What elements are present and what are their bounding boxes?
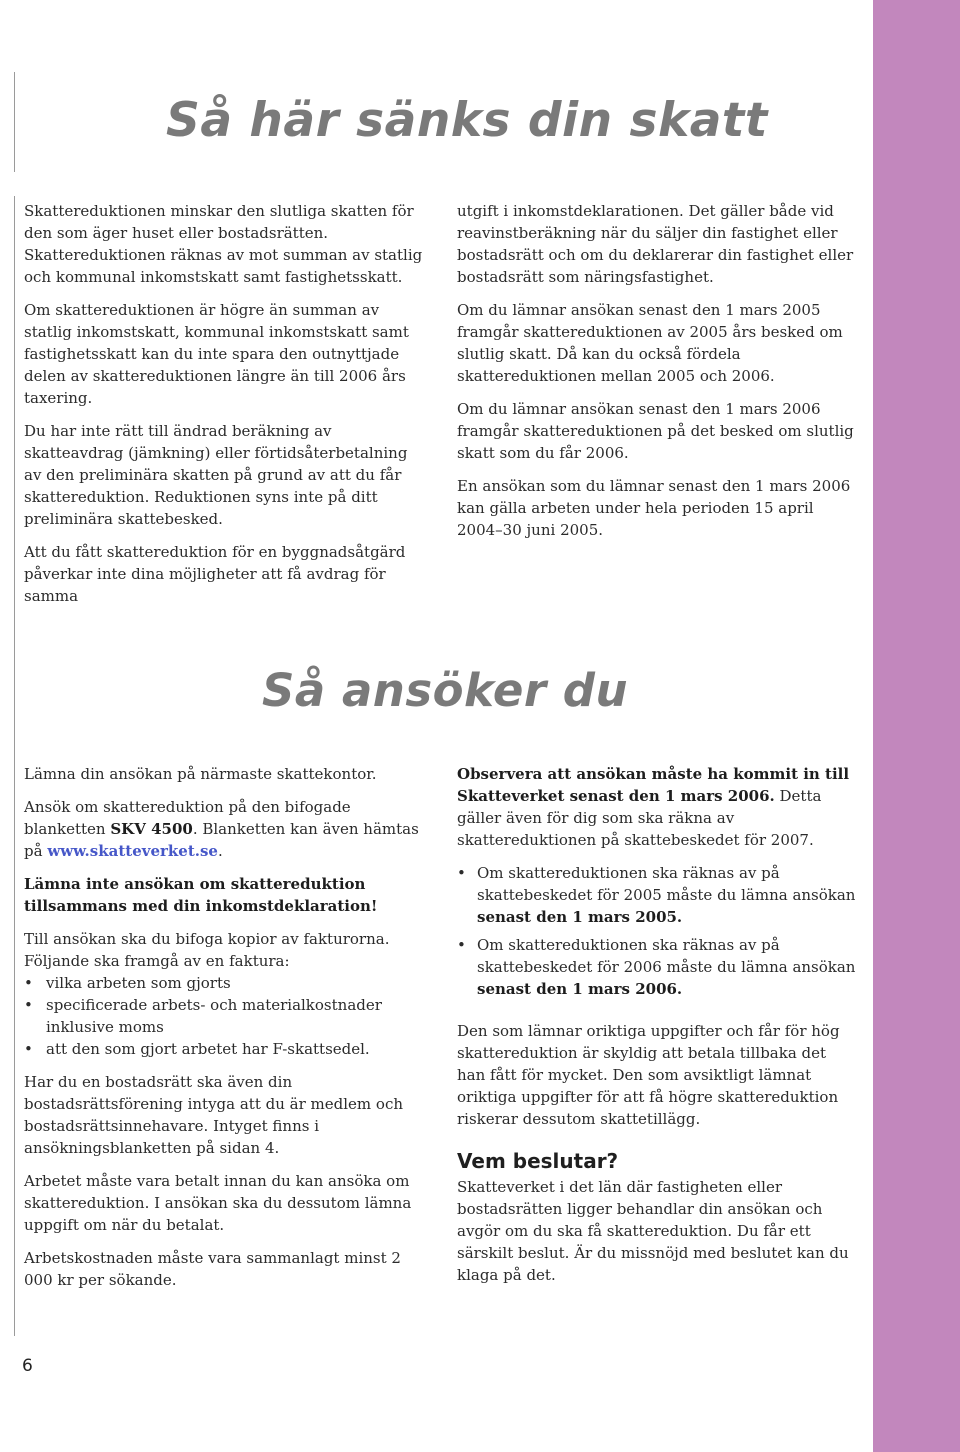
paragraph: Att du fått skattereduktion för en byggnadsåtgärd påverkar inte dina möjligheter att få avdrag för samma [24,543,406,605]
list-item: • att den som gjort arbetet har F-skattsedel. [24,1040,370,1058]
paragraph-attachments: Till ansökan ska du bifoga kopior av fakturorna. Följande ska framgå av en faktura: [24,930,390,970]
paragraph: Om du lämnar ansökan senast den 1 mars 2005 framgår skattereduktionen av 2005 års besked om slutlig skatt. Då kan du också fördela skattereduktionen mellan 2005 och 2006. [457,301,843,385]
section1-left-column [24,200,424,618]
deadline-note: Observera att ansökan måste ha kommit in till Skatteverket senast den 1 mars 2006. Detta gäller även för dig som ska räkna av skattereduktionen på skattebeskedet för 2007. [457,765,850,849]
form-number: SKV 4500 [110,820,193,838]
paragraph: utgift i inkomstdeklarationen. Det gäller både vid reavinstberäkning när du säljer din fastighet eller bostadsrätt och om du deklarerar din fastighet eller bostadsrätt som näringsfastighet. [457,202,854,286]
paragraph: Skattereduktionen minskar den slutliga skatten för den som äger huset eller bostadsrätten. Skattereduktionen räknas av mot summan av statlig och kommunal inkomstskatt samt fastighetsskatt. [24,202,423,286]
paragraph-false-information: Den som lämnar oriktiga uppgifter och får för hög skattereduktion är skyldig att betala tillbaka det han fått för mycket. Den som avsiktligt lämnat oriktiga uppgifter för att få högre skattereduktion riskerar dessutom skattetillägg. [457,1022,840,1128]
list-item: • Om skattereduktionen ska räknas av på skattebeskedet för 2005 måste du lämna ansökan senast den 1 mars 2005. [457,864,856,926]
invoice-requirements-list [24,972,429,1060]
paragraph: Har du en bostadsrätt ska även din bostadsrättsförening intyga att du är medlem och bostadsrättsinnehavare. Intyget finns i ansökningsblanketten på sidan 4. [24,1073,403,1157]
paragraph: Du har inte rätt till ändrad beräkning av skatteavdrag (jämkning) eller förtidsåterbetalning av den preliminära skatten på grund av att du får skattereduktion. Reduktionen syns inte på ditt preliminära skattebesked. [24,422,408,528]
bullet-icon: • [24,996,33,1014]
margin-rule [14,196,15,1336]
website-link[interactable]: www.skatteverket.se [47,842,218,860]
list-item: • Om skattereduktionen ska räknas av på skattebeskedet för 2006 måste du lämna ansökan senast den 1 mars 2006. [457,936,856,998]
section2-right-column [457,763,857,1297]
bullet-icon: • [457,864,466,882]
paragraph: En ansökan som du lämnar senast den 1 mars 2006 kan gälla arbeten under hela perioden 15 april 2004–30 juni 2005. [457,477,851,539]
warning-paragraph: Lämna inte ansökan om skattereduktion tillsammans med din inkomstdeklaration! [24,875,378,915]
bullet-icon: • [457,936,466,954]
bullet-icon: • [24,974,33,992]
section1-right-column [457,200,855,552]
margin-rule-top [14,72,15,172]
section2-left-column [24,763,429,1302]
section-title-tax-reduction: Så här sänks din skatt [166,93,768,148]
paragraph-form-info: Ansök om skattereduktion på den bifogade blanketten SKV 4500. Blanketten kan även hämtas på www.skatteverket.se. [24,798,419,860]
paragraph: Om du lämnar ansökan senast den 1 mars 2006 framgår skattereduktionen på det besked om slutlig skatt som du får 2006. [457,400,854,462]
list-item: • specificerade arbets- och materialkostnader inklusive moms [24,996,382,1036]
section-title-how-to-apply: Så ansöker du [262,664,628,717]
subheading-who-decides: Vem beslutar? [457,1149,619,1173]
paragraph-decision: Skatteverket i det län där fastigheten eller bostadsrätten ligger behandlar din ansökan och avgör om du ska få skattereduktion. Du får ett särskilt beslut. Är du missnöjd med beslutet kan du klaga på det. [457,1178,849,1284]
list-item: • vilka arbeten som gjorts [24,974,231,992]
paragraph: Arbetskostnaden måste vara sammanlagt minst 2 000 kr per sökande. [24,1249,401,1289]
bullet-icon: • [24,1040,33,1058]
accent-side-bar [873,0,960,1452]
paragraph: Om skattereduktionen är högre än summan av statlig inkomstskatt, kommunal inkomstskatt samt fastighetsskatt kan du inte spara den outnyttjade delen av skattereduktionen längre än till 2006 års taxering. [24,301,409,407]
page-number: 6 [22,1356,33,1376]
paragraph: Arbetet måste vara betalt innan du kan ansöka om skattereduktion. I ansökan ska du dessutom lämna uppgift om när du betalat. [24,1172,412,1234]
deadline-list [457,862,857,1000]
paragraph: Lämna din ansökan på närmaste skattekontor. [24,765,377,783]
